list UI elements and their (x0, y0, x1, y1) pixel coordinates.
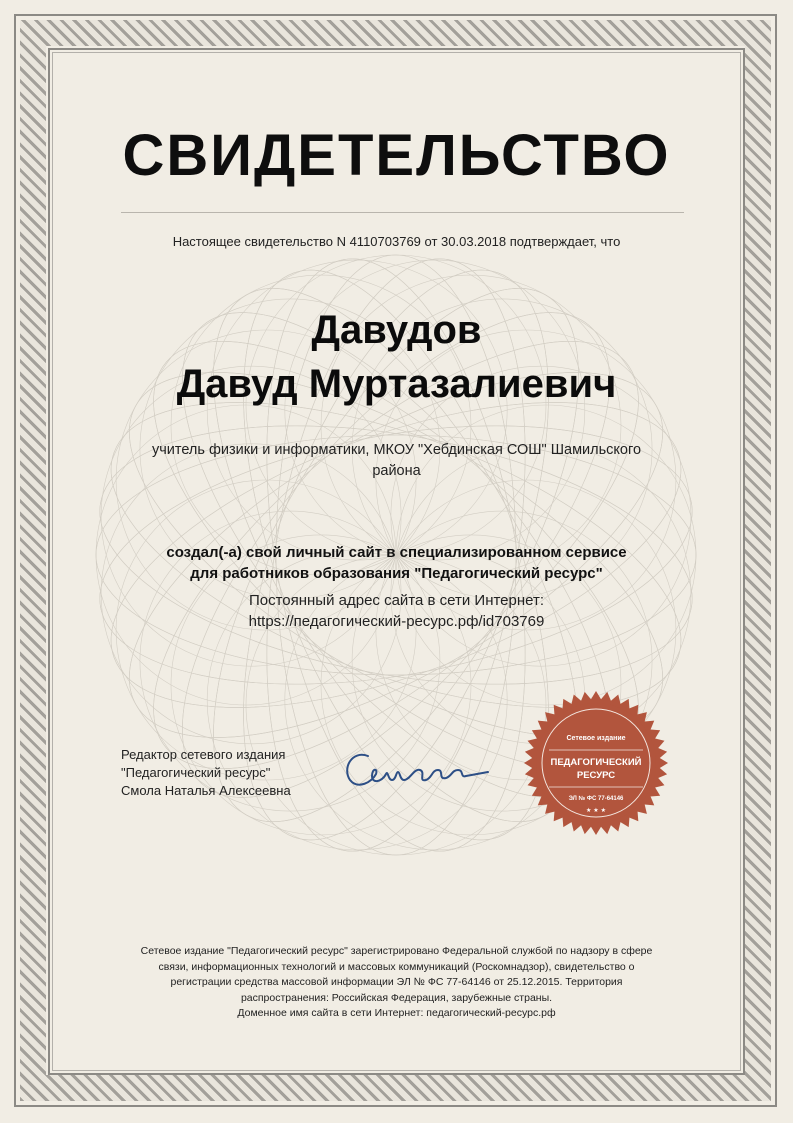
editor-block (121, 746, 321, 800)
footer-legal-text (110, 944, 683, 1022)
achievement-text (100, 542, 693, 584)
site-address-url: https://педагогический-ресурс.рф/id703769 (248, 613, 545, 630)
site-address (100, 590, 693, 632)
publisher-seal (523, 690, 669, 836)
position-line: учитель физики и информатики, МКОУ "Хебдинская СОШ" Шамильского (151, 442, 642, 458)
position-line: района (372, 463, 421, 479)
certificate-title: СВИДЕТЕЛЬСТВО (122, 123, 671, 188)
seal-name-line: РЕСУРС (576, 770, 616, 781)
recipient-given-names: Давуд Муртазалиевич (176, 362, 617, 406)
editor-name: Смола Наталья Алексеевна (121, 783, 291, 798)
recipient-surname: Давудов (311, 308, 482, 352)
recipient-position (110, 440, 683, 482)
footer-line: Доменное имя сайта в сети Интернет: педагогический-ресурс.рф (237, 1007, 556, 1019)
seal-stars: ★ ★ ★ (586, 807, 606, 814)
editor-line: "Педагогический ресурс" (121, 765, 271, 780)
footer-line: регистрации средства массовой информации ЭЛ № ФС 77-64146 от 25.12.2015. Территория (170, 976, 623, 988)
certificate-subtitle: Настоящее свидетельство N 4110703769 от 30.03.2018 подтверждает, что (172, 234, 621, 249)
footer-line: связи, информационных технологий и массовых коммуникаций (Роскомнадзор), свидетельство о (158, 960, 635, 973)
editor-line: Редактор сетевого издания (121, 747, 286, 762)
seal-name-line: ПЕДАГОГИЧЕСКИЙ (550, 757, 642, 768)
footer-line: распространения: Российская Федерация, зарубежные страны. (240, 991, 553, 1004)
seal-top-text: Сетевое издание (566, 735, 626, 742)
editor-signature (338, 738, 498, 798)
achievement-line: для работников образования "Педагогический ресурс" (190, 565, 603, 582)
footer-line: Сетевое издание "Педагогический ресурс" зарегистрировано Федеральной службой по надзору в сфере (140, 945, 653, 957)
site-address-label: Постоянный адрес сайта в сети Интернет: (248, 592, 545, 609)
title-divider (121, 212, 684, 213)
seal-reg-text: ЭЛ № ФС 77-64146 (568, 796, 624, 802)
achievement-line: создал(-а) свой личный сайт в специализированном сервисе (166, 544, 627, 561)
